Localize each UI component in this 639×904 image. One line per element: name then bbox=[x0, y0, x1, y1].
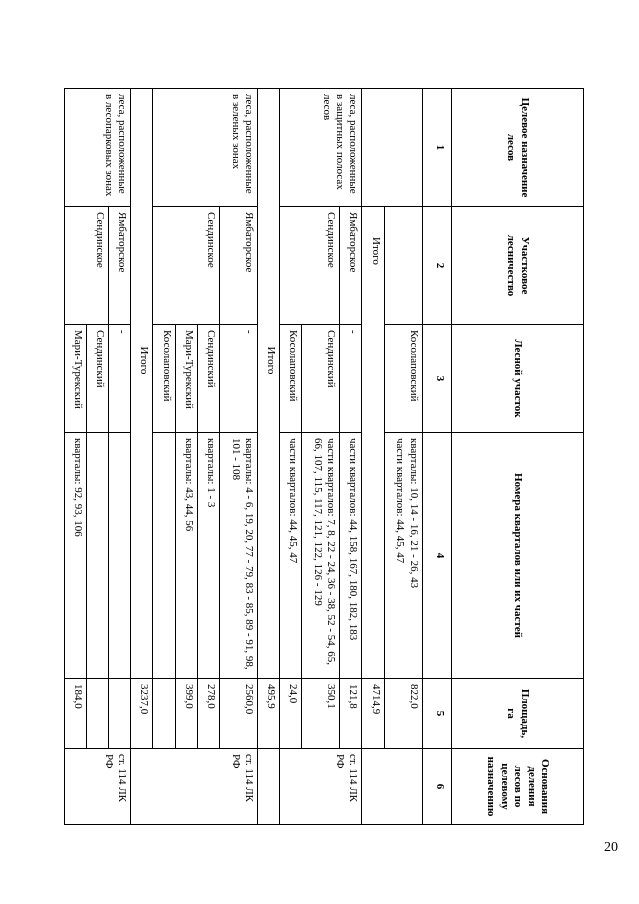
area-cell: 495,9 bbox=[257, 679, 279, 749]
column-number: 3 bbox=[422, 325, 451, 433]
purpose-cell: леса, расположенные в лесопарковых зонах bbox=[65, 89, 131, 207]
quarters-cell: кварталы: 4 - 6, 19, 20, 77 - 79, 83 - 85, 89 - 91, 98, 101 - 108 bbox=[219, 433, 257, 679]
empty-cell bbox=[362, 749, 384, 825]
header-forestry: Участковое лесничество bbox=[452, 207, 584, 325]
section-cell: - bbox=[219, 325, 257, 433]
column-number: 2 bbox=[422, 207, 451, 325]
quarters-cell bbox=[109, 433, 131, 679]
empty-cell bbox=[384, 207, 422, 325]
forestry-cell: Сендинское bbox=[280, 207, 340, 325]
area-cell: 121,8 bbox=[340, 679, 362, 749]
area-cell: 399,0 bbox=[175, 679, 197, 749]
forestry-cell: Сендинское bbox=[153, 207, 219, 325]
quarters-cell: кварталы: 1 - 3 bbox=[197, 433, 219, 679]
area-cell: 4714,9 bbox=[362, 679, 384, 749]
empty-cell bbox=[257, 749, 279, 825]
total-label: Итого bbox=[362, 207, 384, 679]
section-cell: Косолаповский bbox=[153, 325, 175, 433]
area-cell bbox=[87, 679, 109, 749]
header-quarters: Номера кварталов или их частей bbox=[452, 433, 584, 679]
section-cell: Сендинский bbox=[302, 325, 340, 433]
purpose-cell: леса, расположенные в зеленых зонах bbox=[153, 89, 257, 207]
header-area: Площадь, га bbox=[452, 679, 584, 749]
column-number: 6 bbox=[422, 749, 451, 825]
column-number: 5 bbox=[422, 679, 451, 749]
forest-purpose-table bbox=[64, 88, 584, 825]
area-cell: 24,0 bbox=[280, 679, 302, 749]
forestry-cell: Ямбаторское bbox=[340, 207, 362, 325]
column-number-row bbox=[422, 89, 451, 825]
header-purpose: Целевое назначение лесов bbox=[452, 89, 584, 207]
empty-cell bbox=[131, 89, 153, 207]
table-row bbox=[384, 89, 422, 825]
column-number: 4 bbox=[422, 433, 451, 679]
table-row bbox=[131, 89, 153, 825]
table-row bbox=[340, 89, 362, 825]
forestry-cell: Сендинское bbox=[65, 207, 109, 325]
section-cell: Сендинский bbox=[87, 325, 109, 433]
section-cell: Косолаповский bbox=[384, 325, 422, 433]
area-cell: 278,0 bbox=[197, 679, 219, 749]
table-row bbox=[362, 89, 384, 825]
page-number: 20 bbox=[604, 840, 618, 855]
section-cell: Мари-Турекский bbox=[175, 325, 197, 433]
section-cell: - bbox=[340, 325, 362, 433]
quarters-cell: кварталы: 92, 93, 106 bbox=[65, 433, 87, 679]
table-row bbox=[257, 89, 279, 825]
area-cell: 184,0 bbox=[65, 679, 87, 749]
quarters-cell: кварталы: 10, 14 - 16, 21 - 26, 43 части кварталов: 44, 45, 47 bbox=[384, 433, 422, 679]
section-cell: Сендинский bbox=[197, 325, 219, 433]
area-cell: 2560,0 bbox=[219, 679, 257, 749]
section-cell: - bbox=[109, 325, 131, 433]
table-row bbox=[109, 89, 131, 825]
forestry-cell: Ямбаторское bbox=[109, 207, 131, 325]
basis-cell: ст. 114 ЛК РФ bbox=[131, 749, 258, 825]
empty-cell bbox=[257, 89, 279, 207]
total-label: Итого bbox=[257, 207, 279, 679]
quarters-cell: кварталы: 43, 44, 56 bbox=[175, 433, 197, 679]
area-cell bbox=[109, 679, 131, 749]
area-cell bbox=[153, 679, 175, 749]
area-cell: 3237,0 bbox=[131, 679, 153, 749]
area-cell: 350,1 bbox=[302, 679, 340, 749]
area-cell: 822,0 bbox=[384, 679, 422, 749]
quarters-cell bbox=[87, 433, 109, 679]
purpose-cell: леса, расположенные в защитных полосах лесов bbox=[280, 89, 362, 207]
quarters-cell: части кварталов: 44, 45, 47 bbox=[280, 433, 302, 679]
table-row bbox=[219, 89, 257, 825]
table-header-row bbox=[452, 89, 584, 825]
quarters-cell: части кварталов: 44, 158, 167, 180, 182, 183 bbox=[340, 433, 362, 679]
section-cell: Мари-Турекский bbox=[65, 325, 87, 433]
empty-cell bbox=[362, 89, 384, 207]
basis-cell: ст. 114 ЛК РФ bbox=[280, 749, 362, 825]
forestry-cell: Ямбаторское bbox=[219, 207, 257, 325]
section-cell: Косолаповский bbox=[280, 325, 302, 433]
header-section: Лесной участок bbox=[452, 325, 584, 433]
basis-cell: ст. 114 ЛК РФ bbox=[65, 749, 131, 825]
total-label: Итого bbox=[131, 207, 153, 679]
rotated-page bbox=[64, 88, 584, 824]
empty-cell bbox=[384, 749, 422, 825]
empty-cell bbox=[384, 89, 422, 207]
quarters-cell: части кварталов: 7, 8, 22 - 24, 36 - 38, 52 - 54, 65, 66, 107, 115, 117, 121, 122, 126 - 129 bbox=[302, 433, 340, 679]
quarters-cell bbox=[153, 433, 175, 679]
column-number: 1 bbox=[422, 89, 451, 207]
header-basis: Основания деления лесов по целевому назначению bbox=[452, 749, 584, 825]
